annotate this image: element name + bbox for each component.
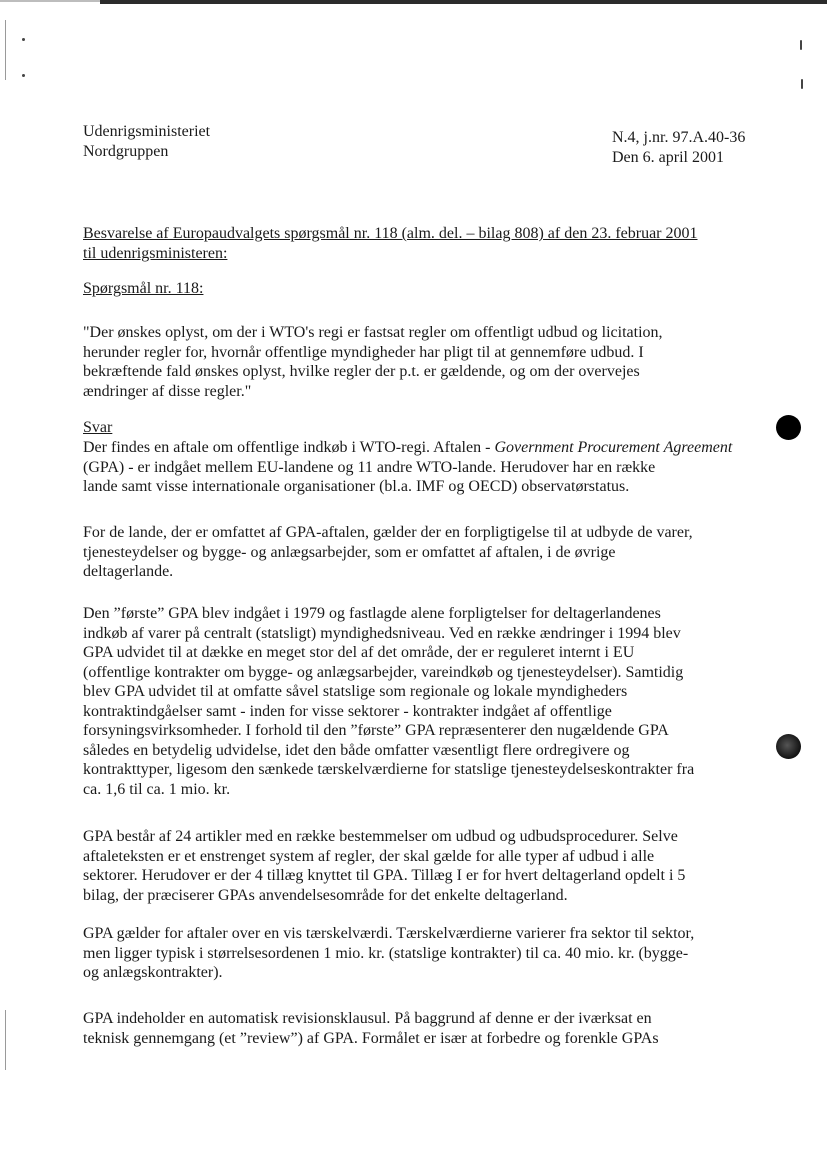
paragraph-line: ca. 1,6 til ca. 1 mio. kr. <box>83 780 231 798</box>
question-line: ændringer af disse regler." <box>83 382 252 400</box>
reference-block <box>612 128 745 167</box>
paragraph-line: (offentlige kontrakter om bygge- og anlægsarbejder, vareindkøb og tjenesteydelser). Samtidig <box>83 663 684 681</box>
sender-ministry: Udenrigsministeriet <box>83 123 211 140</box>
paragraph-line: teknisk gennemgang (et ”review”) af GPA. Formålet er især at forbedre og forenkle GPAs <box>83 1029 659 1047</box>
answer-paragraph-5 <box>83 924 758 983</box>
paragraph-line: (GPA) - er indgået mellem EU-landene og 11 andre WTO-lande. Herudover har en række <box>83 458 656 476</box>
paragraph-line: men ligger typisk i størrelsesordenen 1 mio. kr. (statslige kontrakter) til ca. 40 mio. kr. (bygge- <box>83 944 689 962</box>
document-heading <box>83 224 763 263</box>
scan-speck <box>801 79 803 89</box>
paragraph-line: indkøb af varer på centralt (statsligt) myndighedsniveau. Ved en række ændringer i 1994 blev <box>83 624 681 642</box>
paragraph-line: Den ”første” GPA blev indgået i 1979 og fastlagde alene forpligtelser for deltagerlandenes <box>83 605 661 622</box>
question-label: Spørgsmål nr. 118: <box>83 280 204 297</box>
scan-edge-top-faint <box>0 0 100 2</box>
paragraph-line: forsyningsvirksomheder. I forhold til den ”første” GPA repræsenterer den nugældende GPA <box>83 722 669 739</box>
document-date: Den 6. april 2001 <box>612 148 724 166</box>
heading-line: Besvarelse af Europaudvalgets spørgsmål nr. 118 (alm. del. – bilag 808) af den 23. februar 2001 <box>83 225 698 242</box>
paragraph-line: For de lande, der er omfattet af GPA-aftalen, gælder der en forpligtigelse til at udbyde de varer, <box>83 524 693 541</box>
paragraph-line: deltagerlande. <box>83 563 174 580</box>
answer-label: Svar <box>83 419 113 436</box>
scan-speck <box>22 38 25 41</box>
answer-paragraph-6 <box>83 1009 758 1048</box>
paragraph-line: GPA udvidet til at dække en meget stor del af det område, der er reguleret internt i EU <box>83 644 635 661</box>
paragraph-line: GPA består af 24 artikler med en række bestemmelser om udbud og udbudsprocedurer. Selve <box>83 828 678 845</box>
sender-block <box>83 122 210 161</box>
scan-edge-left-lower <box>5 1010 6 1070</box>
paragraph-text: Der findes en aftale om offentlige indkøb i WTO-regi. Aftalen - <box>83 439 495 456</box>
heading-line: til udenrigsministeren: <box>83 244 228 262</box>
question-text <box>83 323 758 401</box>
punch-hole <box>776 734 801 759</box>
paragraph-line: og anlægskontrakter). <box>83 964 223 981</box>
paragraph-line: sektorer. Herudover er der 4 tillæg knyttet til GPA. Tillæg I er for hvert deltagerland opdelt i 5 <box>83 867 686 884</box>
punch-hole <box>776 415 801 440</box>
journal-number: N.4, j.nr. 97.A.40-36 <box>612 129 746 146</box>
gpa-full-name: Government Procurement Agreement <box>494 439 733 456</box>
question-line: herunder regler for, hvornår offentlige myndigheder har pligt til at gennemføre udbud. I <box>83 343 644 361</box>
paragraph-line: kontrakttyper, ligesom den sænkede tærskelværdierne for statslige tjenesteydelseskontrakter fra <box>83 761 695 778</box>
paragraph-line: blev GPA udvidet til at omfatte såvel statslige som regionale og lokale myndigheders <box>83 683 628 700</box>
scan-speck <box>22 74 25 77</box>
paragraph-line <box>83 438 758 458</box>
answer-paragraph-1 <box>83 438 758 497</box>
answer-paragraph-3 <box>83 604 758 799</box>
paragraph-line: bilag, der præciserer GPAs anvendelsesområde for det enkelte deltagerland. <box>83 886 568 904</box>
scan-edge-left <box>5 20 6 80</box>
paragraph-line: tjenesteydelser og bygge- og anlægsarbejder, som er omfattet af aftalen, i de øvrige <box>83 543 616 561</box>
paragraph-line: kontraktindgåelser samt - inden for visse sektorer - kontrakter indgået af offentlige <box>83 702 612 720</box>
paragraph-line: således en betydelig udvidelse, idet den både omfatter væsentligt flere ordregivere og <box>83 741 630 759</box>
answer-paragraph-4 <box>83 827 758 905</box>
paragraph-line: GPA indeholder en automatisk revisionsklausul. På baggrund af denne er der iværksat en <box>83 1010 652 1027</box>
question-line: "Der ønskes oplyst, om der i WTO's regi er fastsat regler om offentligt udbud og licitation, <box>83 324 663 341</box>
sender-department: Nordgruppen <box>83 142 169 160</box>
paragraph-line: lande samt visse internationale organisationer (bl.a. IMF og OECD) observatørstatus. <box>83 478 630 495</box>
scan-edge-top <box>100 0 827 4</box>
answer-paragraph-2 <box>83 523 758 582</box>
paragraph-line: aftaleteksten er et enstrenget system af regler, der skal gælde for alle typer af udbud i alle <box>83 847 655 865</box>
paragraph-line: GPA gælder for aftaler over en vis tærskelværdi. Tærskelværdierne varierer fra sektor til sektor, <box>83 925 695 942</box>
scan-speck <box>800 40 802 50</box>
question-line: bekræftende fald ønskes oplyst, hvilke regler der p.t. er gældende, og om der overvejes <box>83 363 640 380</box>
